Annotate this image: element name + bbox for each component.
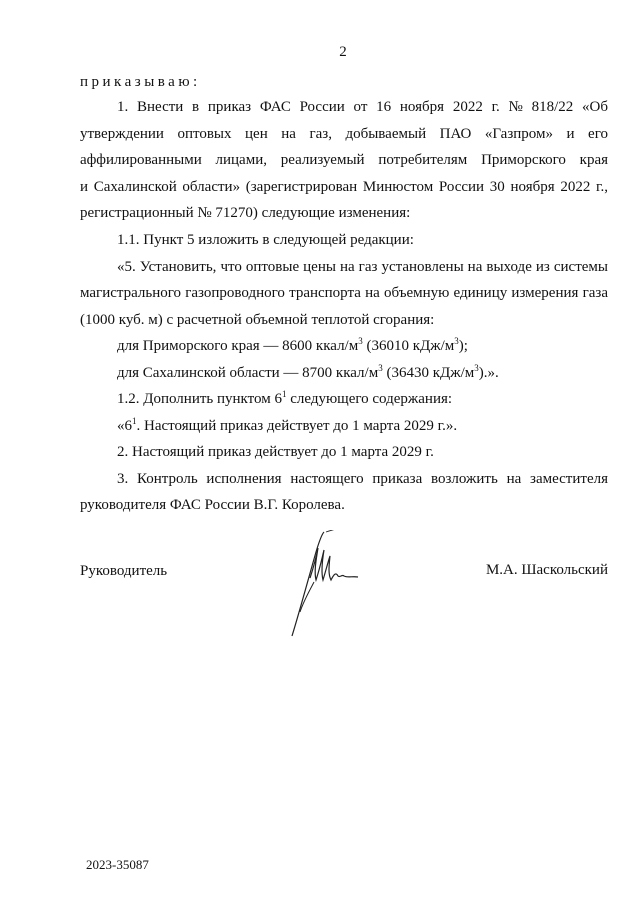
primorsky-value: для Приморского края — 8600 ккал/$м^3$ (36010 кДж/$м^3$);: [117, 336, 468, 354]
signatory-title: Руководитель: [80, 563, 168, 579]
item-1-line-3: аффилированными лицами, реализуемый потребителям Приморского края: [80, 152, 608, 168]
quote-5-line-1: «5. Установить, что оптовые цены на газ установлены на выходе из системы: [117, 259, 608, 275]
quote-5-line-2: магистрального газопроводного транспорта на объемную единицу измерения газа: [80, 285, 608, 301]
item-1-line-5: регистрационный № 71270) следующие изменения:: [80, 205, 411, 221]
item-3-line-1: 3. Контроль исполнения настоящего приказа возложить на заместителя: [117, 471, 608, 487]
signatory-name: М.А. Шаскольский: [485, 562, 608, 578]
item-3-line-2: руководителя ФАС России В.Г. Королева.: [80, 497, 345, 513]
sakhalin-value: для Сахалинской области — 8700 ккал/$м^3$ (36430 кДж/$м^3$).».: [117, 363, 499, 381]
registration-number: 2023-35087: [86, 857, 149, 872]
item-1-line-1: 1. Внести в приказ ФАС России от 16 ноября 2022 г. № 818/22 «Об: [117, 99, 608, 115]
item-1-1: 1.1. Пункт 5 изложить в следующей редакции:: [117, 232, 414, 248]
handwritten-signature: [286, 530, 376, 640]
quote-point-6: «$6^1$. Настоящий приказ действует до 1 марта 2029 г.».: [117, 416, 458, 434]
quote-5-line-3: (1000 куб. м) с расчетной объемной теплотой сгорания:: [80, 312, 435, 328]
preamble: приказываю:: [80, 74, 201, 90]
item-1-line-4: и Сахалинской области» (зарегистрирован Минюстом России 30 ноября 2022 г.,: [80, 179, 608, 195]
page-number: 2: [339, 44, 347, 60]
item-2: 2. Настоящий приказ действует до 1 марта 2029 г.: [117, 444, 434, 460]
item-1-2: 1.2. Дополнить пунктом $6^1$ следующего содержания:: [117, 389, 453, 407]
item-1-line-2: утверждении оптовых цен на газ, добываемый ПАО «Газпром» и его: [80, 126, 608, 142]
